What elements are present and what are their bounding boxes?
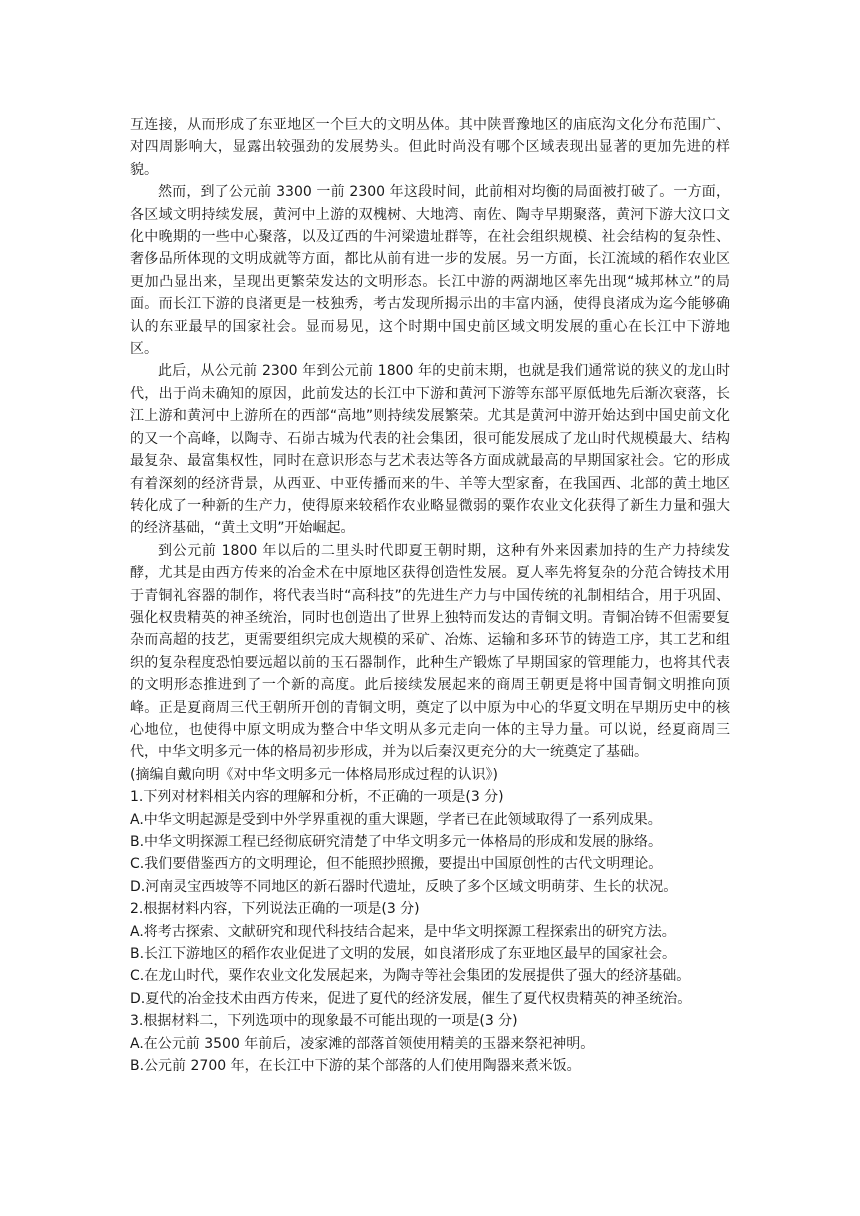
question-2-option-c: C.在龙山时代，粟作农业文化发展起来，为陶寺等社会集团的发展提供了强大的经济基础。 bbox=[130, 968, 691, 985]
question-1-stem: 1.下列对材料相关内容的理解和分析，不正确的一项是(3 分) bbox=[130, 789, 504, 806]
article-paragraph-1: 互连接，从而形成了东亚地区一个巨大的文明丛体。其中陕晋豫地区的庙底沟文化分布范围广、对四周影响大，显露出较强劲的发展势头。但此时尚没有哪个区域表现出显著的更加先进的样貌。 bbox=[130, 117, 730, 178]
question-2-option-a: A.将考古探索、文献研究和现代科技结合起来，是中华文明探源工程探索出的研究方法。 bbox=[130, 923, 676, 940]
question-1-option-c: C.我们要借鉴西方的文明理论，但不能照抄照搬，要提出中国原创性的古代文明理论。 bbox=[130, 856, 663, 873]
document-body bbox=[130, 114, 730, 1077]
question-1-option-d: D.河南灵宝西坡等不同地区的新石器时代遗址，反映了多个区域文明萌芽、生长的状况。 bbox=[130, 878, 678, 895]
article-paragraph-3: 此后，从公元前 2300 年到公元前 1800 年的史前末期，也就是我们通常说的狭义的龙山时代，出于尚未确知的原因，此前发达的长江中下游和黄河下游等东部平原低地先后渐次衰落，长江上游和黄河中上游所在的西部“高地”则持续发展繁荣。尤其是黄河中游开始达到中国史前文化的又一个高峰，以陶寺、石峁古城为代表的社会集团，很可能发展成了龙山时代规模最大、结构最复杂、最富集权性，同时在意识形态与艺术表达等各方面成就最高的早期国家社会。它的形成有着深刻的经济背景，从西亚、中亚传播而来的牛、羊等大型家畜，在我国西、北部的黄土地区转化成了一种新的生产力，使得原来较稻作农业略显微弱的粟作农业文化获得了新生力量和强大的经济基础，“黄土文明”开始崛起。 bbox=[130, 363, 730, 537]
question-3-option-b: B.公元前 2700 年，在长江中下游的某个部落的人们使用陶器来煮米饭。 bbox=[130, 1058, 581, 1075]
question-2-option-b: B.长江下游地区的稻作农业促进了文明的发展，如良渚形成了东亚地区最早的国家社会。 bbox=[130, 946, 677, 963]
source-citation: (摘编自戴向明《对中华文明多元一体格局形成过程的认识》) bbox=[130, 766, 498, 783]
question-2-stem: 2.根据材料内容，下列说法正确的一项是(3 分) bbox=[130, 901, 420, 918]
question-2-option-d: D.夏代的冶金技术由西方传来，促进了夏代的经济发展，催生了夏代权贵精英的神圣统治。 bbox=[130, 990, 692, 1007]
question-1-option-b: B.中华文明探源工程已经彻底研究清楚了中华文明多元一体格局的形成和发展的脉络。 bbox=[130, 834, 663, 850]
article-paragraph-2: 然而，到了公元前 3300 一前 2300 年这段时间，此前相对均衡的局面被打破了。一方面，各区域文明持续发展，黄河中上游的双槐树、大地湾、南佐、陶寺早期聚落，黄河下游大汶口文化中晚期的一些中心聚落，以及辽西的牛河梁遗址群等，在社会组织规模、社会结构的复杂性、奢侈品所体现的文明成就等方面，都比从前有进一步的发展。另一方面，长江流域的稻作农业区更加凸显出来，呈现出更繁荣发达的文明形态。长江中游的两湖地区率先出现“城邦林立”的局面。而长江下游的良渚更是一枝独秀，考古发现所揭示出的丰富内涵，使得良渚成为迄今能够确认的东亚最早的国家社会。显而易见，这个时期中国史前区域文明发展的重心在长江中下游地区。 bbox=[130, 184, 730, 358]
question-1-option-a: A.中华文明起源是受到中外学界重视的重大课题，学者已在此领域取得了一系列成果。 bbox=[130, 811, 662, 828]
question-3-option-a: A.在公元前 3500 年前后，凌家滩的部落首领使用精美的玉器来祭祀神明。 bbox=[130, 1035, 595, 1052]
question-3-stem: 3.根据材料二，下列选项中的现象最不可能出现的一项是(3 分) bbox=[130, 1013, 518, 1030]
article-paragraph-4: 到公元前 1800 年以后的二里头时代即夏王朝时期，这种有外来因素加持的生产力持续发酵，尤其是由西方传来的冶金术在中原地区获得创造性发展。夏人率先将复杂的分范合铸技术用于青铜礼容器的制作，将代表当时“高科技”的先进生产力与中国传统的礼制相结合，用于巩固、强化权贵精英的神圣统治，同时也创造出了世界上独特而发达的青铜文明。青铜冶铸不但需要复杂而高超的技艺，更需要组织完成大规模的采矿、冶炼、运输和多环节的铸造工序，其工艺和组织的复杂程度恐怕要远超以前的玉石器制作，此种生产锻炼了早期国家的管理能力，也将其代表的文明形态推进到了一个新的高度。此后接续发展起来的商周王朝更是将中国青铜文明推向顶峰。正是夏商周三代王朝所开创的青铜文明，奠定了以中原为中心的华夏文明在早期历史中的核心地位，也使得中原文明成为整合中华文明从多元走向一体的主导力量。可以说，经夏商周三代，中华文明多元一体的格局初步形成，并为以后秦汉更充分的大一统奠定了基础。 bbox=[130, 542, 730, 761]
